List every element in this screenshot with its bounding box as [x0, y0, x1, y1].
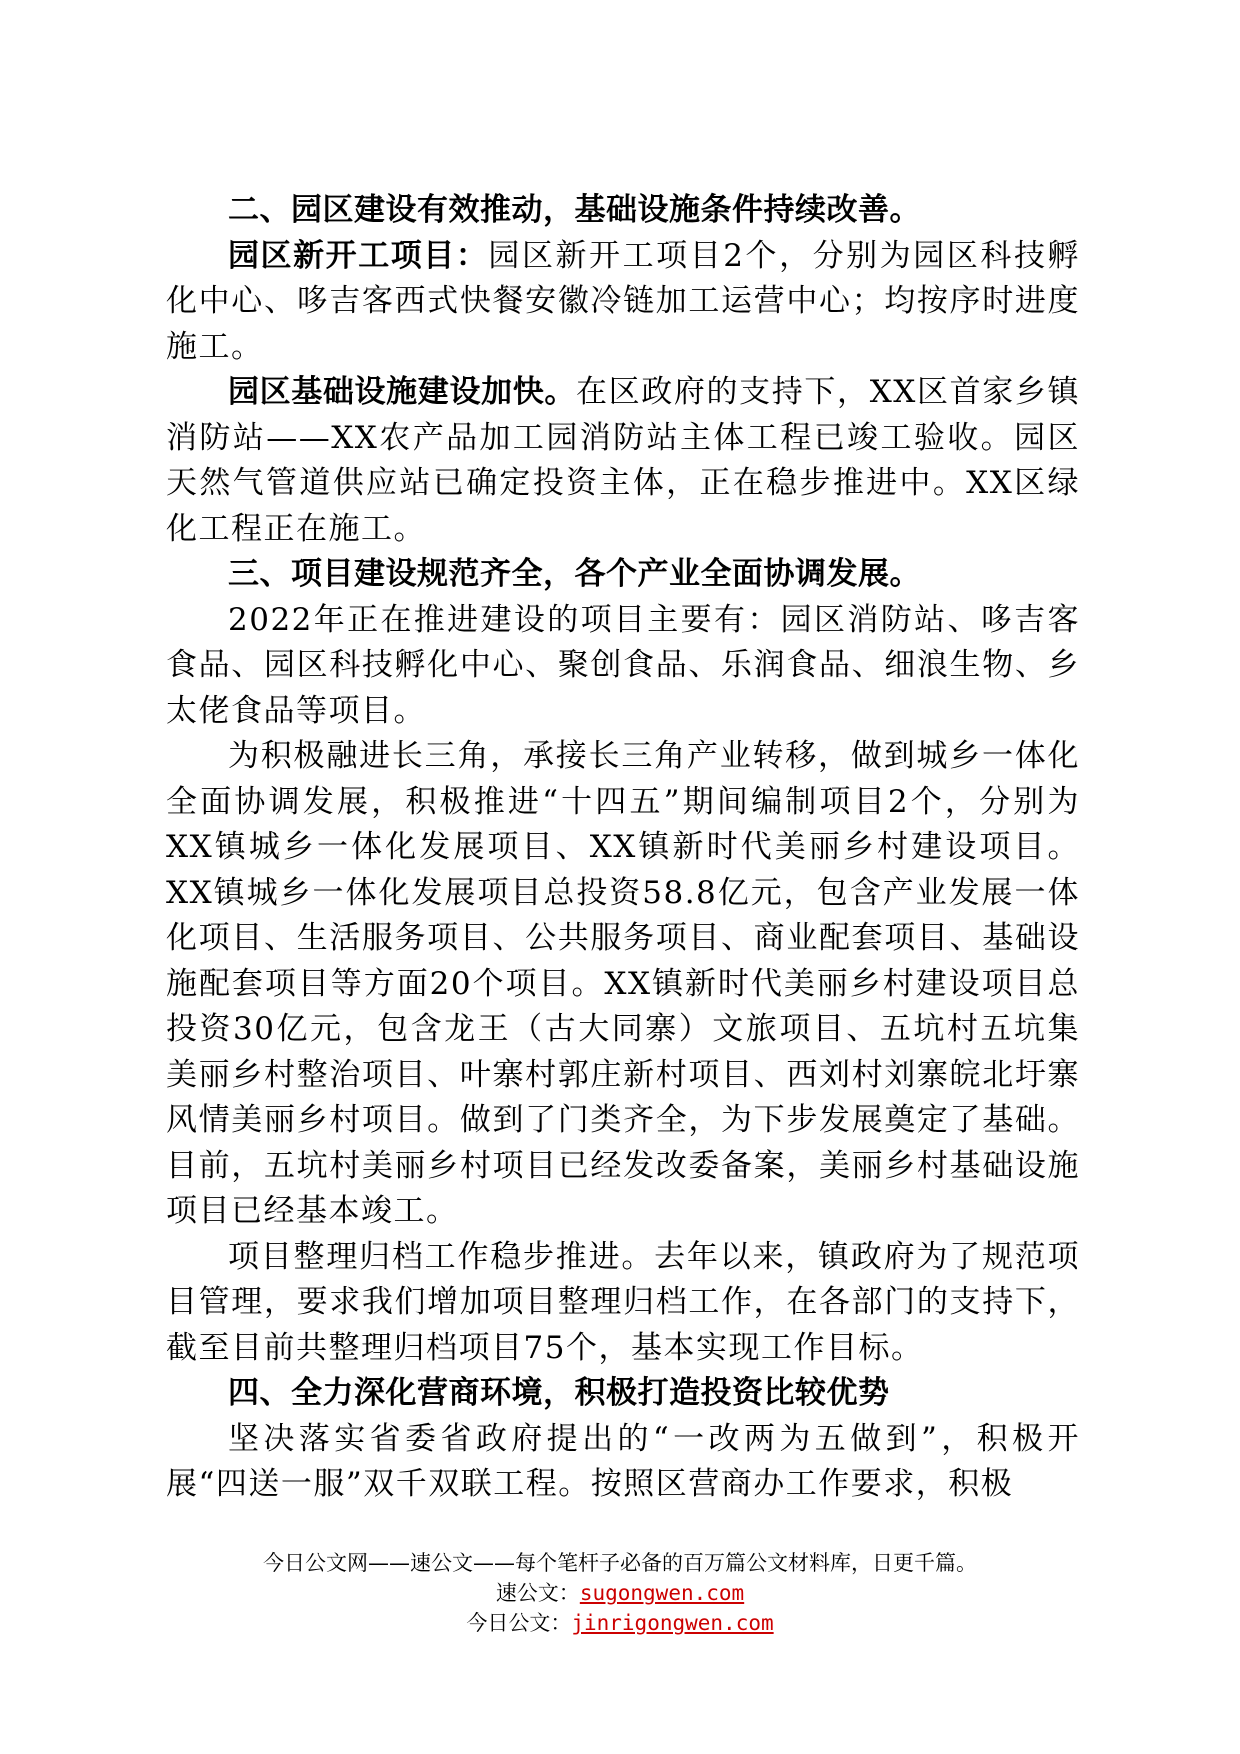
paragraph-lead-text: 园区基础设施建设加快。 — [228, 374, 576, 410]
section-2-paragraph-infrastructure — [166, 370, 1080, 552]
section-3-paragraph-2: 为积极融进长三角，承接长三角产业转移，做到城乡一体化全面协调发展，积极推进“十四五”期间编制项目2个，分别为XX镇城乡一体化发展项目、XX镇新时代美丽乡村建设项目。XX镇城乡一体化发展项目总投资58.8亿元，包含产业发展一体化项目、生活服务项目、公共服务项目、商业配套项目、基础设施配套项目等方面20个项目。XX镇新时代美丽乡村建设项目总投资30亿元，包含龙王（古大同寨）文旅项目、五坑村五坑集美丽乡村整治项目、叶寨村郭庄新村项目、西刘村刘寨皖北圩寨风情美丽乡村项目。做到了门类齐全，为下步发展奠定了基础。目前，五坑村美丽乡村项目已经发改委备案，美丽乡村基础设施项目已经基本竣工。 — [166, 738, 1080, 1229]
section-3-heading: 三、项目建设规范齐全，各个产业全面协调发展。 — [228, 556, 921, 592]
section-3-paragraph-3: 项目整理归档工作稳步推进。去年以来，镇政府为了规范项目管理，要求我们增加项目整理归档工作，在各部门的支持下，截至目前共整理归档项目75个，基本实现工作目标。 — [166, 1238, 1080, 1366]
paragraph-text: 园区新开工项目2个，分别为园区科技孵化中心、哆吉客西式快餐安徽冷链加工运营中心；均按序时进度施工。 — [166, 237, 1080, 365]
paragraph-lead-text: 园区新开工项目： — [228, 237, 489, 274]
footer-link-label: 速公文： — [495, 1581, 580, 1605]
footer-link-row-jinrigongwen — [0, 1608, 1240, 1638]
section-2-heading: 二、园区建设有效推动，基础设施条件持续改善。 — [228, 192, 921, 228]
footer-link-label: 今日公文： — [466, 1611, 572, 1635]
footer-link-row-sugongwen — [0, 1578, 1240, 1608]
section-4-heading: 四、全力深化营商环境，积极打造投资比较优势 — [228, 1375, 890, 1411]
section-2-paragraph-new-projects — [166, 234, 1080, 371]
section-4-paragraph-1: 坚决落实省委省政府提出的“一改两为五做到”，积极开展“四送一服”双千双联工程。按照区营商办工作要求，积极 — [166, 1420, 1080, 1502]
paragraph-text: 在区政府的支持下，XX区首家乡镇消防站——XX农产品加工园消防站主体工程已竣工验收。园区天然气管道供应站已确定投资主体，正在稳步推进中。XX区绿化工程正在施工。 — [166, 374, 1081, 547]
section-3-paragraph-1: 2022年正在推进建设的项目主要有：园区消防站、哆吉客食品、园区科技孵化中心、聚创食品、乐润食品、细浪生物、乡太佬食品等项目。 — [166, 601, 1080, 729]
page-footer — [0, 1548, 1240, 1638]
jinrigongwen-link[interactable]: jinrigongwen.com — [571, 1611, 774, 1635]
sugongwen-link[interactable]: sugongwen.com — [579, 1581, 745, 1605]
document-body — [166, 188, 1080, 1508]
footer-slogan: 今日公文网——速公文——每个笔杆子必备的百万篇公文材料库，日更千篇。 — [263, 1551, 977, 1575]
